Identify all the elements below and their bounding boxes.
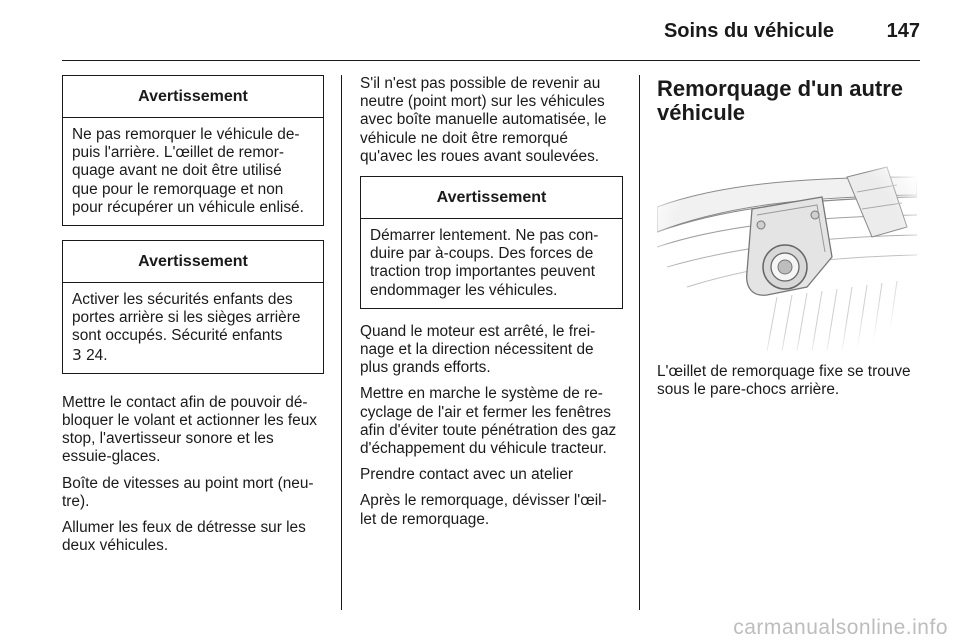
text-line: plus grands efforts. (360, 359, 491, 377)
text-line: d'échappement du véhicule tracteur. (360, 440, 607, 458)
cross-reference-link[interactable] (72, 346, 313, 365)
paragraph (62, 394, 324, 467)
warning-box-3 (360, 176, 623, 309)
section-heading (657, 77, 922, 125)
text-line: cyclage de l'air et fermer les fenêtres (360, 403, 612, 421)
text-line: afin d'éviter toute pénétration des gaz (360, 421, 617, 439)
header-divider (62, 60, 920, 61)
heading-line: véhicule (657, 100, 746, 125)
text-line: avec boîte manuelle automatisée, le (360, 111, 607, 129)
section-title-header: Soins du véhicule (663, 20, 834, 42)
warning-box-2 (62, 240, 324, 374)
text-line: stop, l'avertisseur sonore et les (62, 430, 274, 448)
column-divider-1 (341, 75, 342, 610)
warning-title: Avertissement (63, 241, 323, 283)
text-line: neutre (point mort) sur les véhicules (360, 93, 605, 111)
tow-eye-illustration (657, 137, 917, 351)
text-line: que pour le remorquage et non (72, 180, 284, 198)
text-line: Mettre le contact afin de pouvoir dé- (62, 393, 308, 411)
watermark: carmanualsonline.info (733, 616, 948, 639)
paragraph (360, 323, 623, 378)
paragraph (62, 519, 324, 555)
text-line: Mettre en marche le système de re- (360, 385, 603, 403)
text-line: puis l'arrière. L'œillet de remor- (72, 144, 284, 162)
column-1 (62, 75, 324, 563)
arrow-icon: 3 (72, 345, 82, 364)
warning-body (63, 118, 323, 225)
text-line: duire par à-coups. Des forces de (370, 245, 594, 263)
text-line: Après le remorquage, dévisser l'œil- (360, 492, 607, 510)
text-line: Prendre contact avec un atelier (360, 466, 574, 484)
text-line: sont occupés. Sécurité enfants (72, 327, 283, 345)
paragraph (360, 385, 623, 458)
paragraph (62, 475, 324, 511)
text-line: portes arrière si les sièges arrière (72, 309, 301, 327)
text-line: Quand le moteur est arrêté, le frei- (360, 322, 596, 340)
text-line: nage et la direction nécessitent de (360, 341, 594, 359)
text-line: véhicule ne doit être remorqué (360, 129, 568, 147)
warning-body (63, 283, 323, 373)
text-line: traction trop importantes peuvent (370, 263, 595, 281)
paragraph (360, 466, 623, 484)
text-line: Ne pas remorquer le véhicule de- (72, 126, 300, 143)
column-divider-2 (639, 75, 640, 610)
warning-title: Avertissement (63, 76, 323, 118)
caption (657, 363, 922, 399)
text-line: Allumer les feux de détresse sur les (62, 519, 306, 537)
text-line: tre). (62, 492, 90, 510)
text-line: Démarrer lentement. Ne pas con- (370, 227, 599, 245)
heading-line: Remorquage d'un autre (657, 76, 904, 101)
text-line: qu'avec les roues avant soulevées. (360, 147, 600, 165)
reference-page: 24. (81, 346, 108, 364)
text-line: let de remorquage. (360, 510, 490, 528)
text-line: L'œillet de remorquage fixe se trouve (657, 363, 911, 380)
text-line: endommager les véhicules. (370, 281, 558, 299)
text-line: sous le pare-chocs arrière. (657, 381, 840, 399)
warning-box-1 (62, 75, 324, 226)
text-line: essuie-glaces. (62, 448, 161, 466)
text-line: bloquer le volant et actionner les feux (62, 412, 317, 430)
column-3 (657, 75, 922, 407)
text-line: Boîte de vitesses au point mort (neu- (62, 474, 314, 492)
page-number: 147 (886, 20, 920, 42)
paragraph (360, 492, 623, 528)
text-line: deux véhicules. (62, 537, 169, 555)
text-line: quage avant ne doit être utilisé (72, 162, 282, 180)
tow-eye-drawing (657, 137, 917, 351)
text-line: Activer les sécurités enfants des (72, 291, 293, 309)
text-line: S'il n'est pas possible de revenir au (360, 75, 601, 92)
warning-title: Avertissement (361, 177, 622, 219)
warning-body (361, 219, 622, 308)
paragraph (360, 75, 623, 166)
text-line: pour récupérer un véhicule enlisé. (72, 198, 304, 216)
column-2 (360, 75, 623, 537)
